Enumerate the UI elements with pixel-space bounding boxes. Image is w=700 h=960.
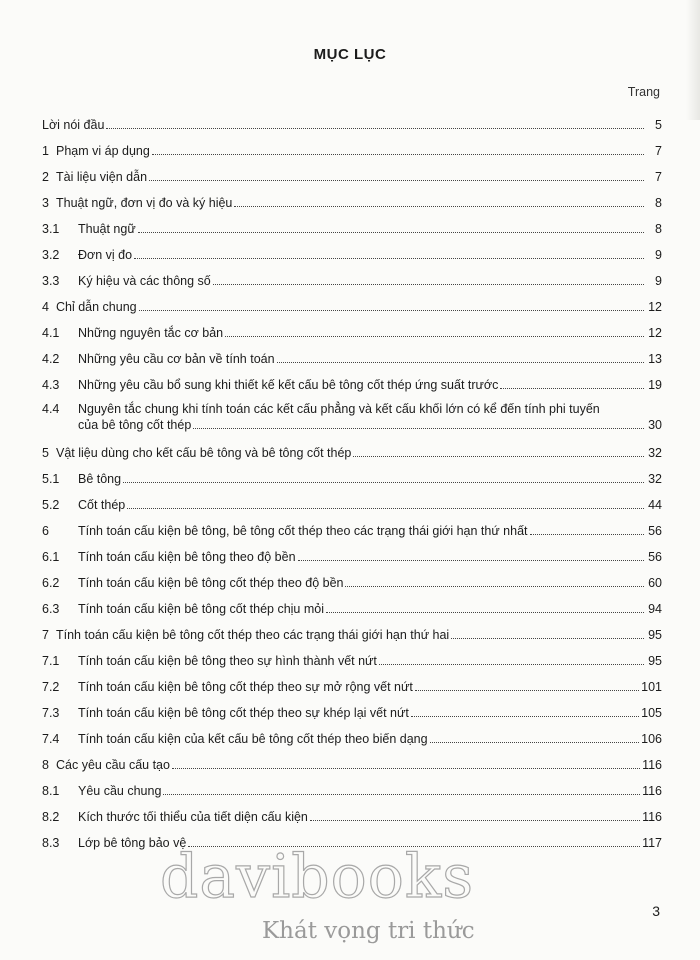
toc-entry-number: 7.4 — [42, 732, 60, 746]
dot-leader — [149, 180, 644, 181]
dot-leader — [298, 560, 644, 561]
toc-entry — [42, 643, 662, 669]
toc-entry-page: 30 — [648, 418, 662, 432]
watermark-tagline: Khát vọng tri thức — [262, 918, 475, 944]
toc-entry-page: 106 — [641, 732, 662, 746]
toc-entry-label: Chỉ dẫn chung — [56, 300, 137, 314]
dot-leader — [139, 310, 644, 311]
dot-leader — [213, 284, 644, 285]
dot-leader — [379, 664, 644, 665]
dot-leader — [345, 586, 644, 587]
toc-entry-number: 3.1 — [42, 222, 60, 236]
toc-entry-page: 8 — [655, 222, 662, 236]
toc-entry-label: Tính toán cấu kiện bê tông theo sự hình thành vết nứt — [78, 654, 377, 668]
dot-leader — [225, 336, 644, 337]
toc-entry-number: 7.3 — [42, 706, 60, 720]
toc-entry-number: 3 — [42, 196, 49, 210]
dot-leader — [500, 388, 644, 389]
toc-entry-number: 4.2 — [42, 352, 60, 366]
toc-entry — [42, 669, 662, 695]
dot-leader — [430, 742, 640, 743]
toc-entry-label: Thuật ngữ — [78, 222, 136, 236]
page-title: MỤC LỤC — [313, 46, 387, 63]
toc-entry-page: 117 — [642, 836, 662, 850]
toc-entry — [42, 539, 662, 565]
toc-entry-number: 7.2 — [42, 680, 60, 694]
toc-entry-label: Tính toán cấu kiện bê tông cốt thép theo sự khép lại vết nứt — [78, 706, 409, 720]
toc-entry-number: 5.2 — [42, 498, 60, 512]
toc-entry-page: 9 — [655, 248, 662, 262]
toc-entry-number: 8.1 — [42, 784, 60, 798]
toc-entry-label: Những yêu cầu bổ sung khi thiết kế kết cấu bê tông cốt thép ứng suất trước — [78, 378, 499, 392]
dot-leader — [234, 206, 644, 207]
toc-entry-page: 5 — [655, 118, 662, 132]
toc-entry-number: 4.1 — [42, 326, 60, 340]
toc-entry-label: Cốt thép — [78, 498, 126, 512]
dot-leader — [353, 456, 644, 457]
toc-entry-label: Những yêu cầu cơ bản về tính toán — [78, 352, 275, 366]
toc-entry-number: 6 — [42, 524, 49, 538]
toc-entry-number: 6.1 — [42, 550, 60, 564]
page-number: 3 — [652, 903, 660, 919]
toc-entry-number: 4 — [42, 300, 49, 314]
toc-entry-number: 3.2 — [42, 248, 60, 262]
toc-entry — [42, 107, 662, 133]
toc-entry — [42, 617, 662, 643]
toc-entry-page: 8 — [655, 196, 662, 210]
toc-entry-number: 8.3 — [42, 836, 60, 850]
toc-entry — [42, 721, 662, 747]
dot-leader — [134, 258, 644, 259]
toc-entry — [42, 591, 662, 617]
toc-entry-page: 12 — [648, 300, 662, 314]
toc-entry — [42, 237, 662, 263]
toc-entry-label: Vật liệu dùng cho kết cấu bê tông và bê tông cốt thép — [56, 446, 352, 460]
toc-entry-page: 60 — [648, 576, 662, 590]
toc-entry-label: Tính toán cấu kiện bê tông theo độ bền — [78, 550, 296, 564]
toc-entry-number: 3.3 — [42, 274, 60, 288]
toc-entry-page: 7 — [655, 170, 662, 184]
toc-entry-page: 94 — [648, 602, 662, 616]
toc-entry — [42, 341, 662, 367]
page-column-label: Trang — [627, 85, 660, 99]
toc-entry — [42, 513, 662, 539]
toc-entry-page: 116 — [642, 784, 662, 798]
dot-leader — [152, 154, 644, 155]
toc-entry-page: 116 — [642, 758, 662, 772]
toc-entry-number: 4.4 — [42, 402, 60, 416]
toc-entry-label: Ký hiệu và các thông số — [78, 274, 211, 288]
toc-entry-number: 2 — [42, 170, 49, 184]
toc-entry — [42, 211, 662, 237]
toc-entry-label: Lớp bê tông bảo vệ — [78, 836, 187, 850]
dot-leader — [451, 638, 644, 639]
toc-entry — [42, 185, 662, 211]
toc-entry — [42, 367, 662, 393]
toc-entry-number: 1 — [42, 144, 49, 158]
toc-entry — [42, 773, 662, 799]
toc-entry-page: 105 — [641, 706, 662, 720]
toc-entry — [42, 747, 662, 773]
toc-entry — [42, 289, 662, 315]
toc-entry-label: Những nguyên tắc cơ bản — [78, 326, 224, 340]
toc-entry-number: 8.2 — [42, 810, 60, 824]
toc-entry-label-continued: của bê tông cốt thép — [78, 418, 192, 432]
dot-leader — [277, 362, 644, 363]
toc-entry-label: Tính toán cấu kiện của kết cấu bê tông cốt thép theo biến dạng — [78, 732, 428, 746]
toc-entry — [42, 263, 662, 289]
toc-entry-label: Yêu cầu chung — [78, 784, 162, 798]
toc-entry-number: 7.1 — [42, 654, 60, 668]
toc-entry — [42, 695, 662, 721]
toc-entry-number: 4.3 — [42, 378, 60, 392]
toc-entry-label: Tài liệu viện dẫn — [56, 170, 148, 184]
toc-entry-label: Kích thước tối thiểu của tiết diện cấu kiện — [78, 810, 308, 824]
toc-entry-label: Tính toán cấu kiện bê tông cốt thép chịu mỏi — [78, 602, 324, 616]
dot-leader — [326, 612, 644, 613]
toc-entry-page: 19 — [648, 378, 662, 392]
dot-leader — [530, 534, 644, 535]
toc-entry-page: 116 — [642, 810, 662, 824]
toc-entry-label: Lời nói đầu — [42, 118, 105, 132]
toc-entry-page: 101 — [641, 680, 662, 694]
toc-entry — [42, 159, 662, 185]
toc-entry-page: 56 — [648, 524, 662, 538]
dot-leader — [163, 794, 640, 795]
toc-entry-label: Tính toán cấu kiện bê tông cốt thép theo độ bền — [78, 576, 344, 590]
toc-entry — [42, 565, 662, 591]
toc-entry-page: 32 — [648, 472, 662, 486]
toc-entry-page: 7 — [655, 144, 662, 158]
toc-entry — [42, 315, 662, 341]
toc-entry-label: Tính toán cấu kiện bê tông cốt thép theo các trạng thái giới hạn thứ hai — [56, 628, 450, 642]
toc-entry-page: 9 — [655, 274, 662, 288]
dot-leader — [106, 128, 644, 129]
toc-entry-page: 44 — [648, 498, 662, 512]
toc-entry-label: Đơn vị đo — [78, 248, 133, 262]
toc-entry-page: 95 — [648, 628, 662, 642]
toc-entry-number: 6.3 — [42, 602, 60, 616]
toc-entry-label: Phạm vi áp dụng — [56, 144, 150, 158]
toc-entry-number: 7 — [42, 628, 49, 642]
toc-entry-page: 95 — [648, 654, 662, 668]
dot-leader — [138, 232, 644, 233]
toc-entry-page: 56 — [648, 550, 662, 564]
toc-entry-label: Bê tông — [78, 472, 122, 486]
toc-entry-page: 32 — [648, 446, 662, 460]
toc-entry-label: Thuật ngữ, đơn vị đo và ký hiệu — [56, 196, 233, 210]
toc-entry — [42, 799, 662, 825]
toc-entry-number: 5 — [42, 446, 49, 460]
toc-entry-page: 12 — [648, 326, 662, 340]
toc-entry-label: Nguyên tắc chung khi tính toán các kết cấu phẳng và kết cấu khối lớn có kể đến tính phi tuyến — [78, 402, 600, 416]
toc-entry — [42, 133, 662, 159]
toc-entry-label: Tính toán cấu kiện bê tông cốt thép theo sự mở rộng vết nứt — [78, 680, 413, 694]
toc-entry — [42, 487, 662, 513]
toc-entry — [42, 435, 662, 461]
dot-leader — [123, 482, 644, 483]
toc-entry-number: 5.1 — [42, 472, 60, 486]
dot-leader — [310, 820, 640, 821]
toc-entry-number: 6.2 — [42, 576, 60, 590]
toc-entry-number: 8 — [42, 758, 49, 772]
dot-leader — [172, 768, 640, 769]
toc-entry — [42, 393, 662, 435]
watermark-brand: davibooks — [160, 842, 475, 912]
dot-leader — [411, 716, 639, 717]
dot-leader — [127, 508, 644, 509]
toc-entry-label: Tính toán cấu kiện bê tông, bê tông cốt thép theo các trạng thái giới hạn thứ nhất — [78, 524, 528, 538]
toc-entry-label: Các yêu cầu cấu tạo — [56, 758, 170, 772]
toc-entry — [42, 461, 662, 487]
toc-entry-page: 13 — [648, 352, 662, 366]
dot-leader — [415, 690, 639, 691]
dot-leader — [193, 428, 644, 429]
